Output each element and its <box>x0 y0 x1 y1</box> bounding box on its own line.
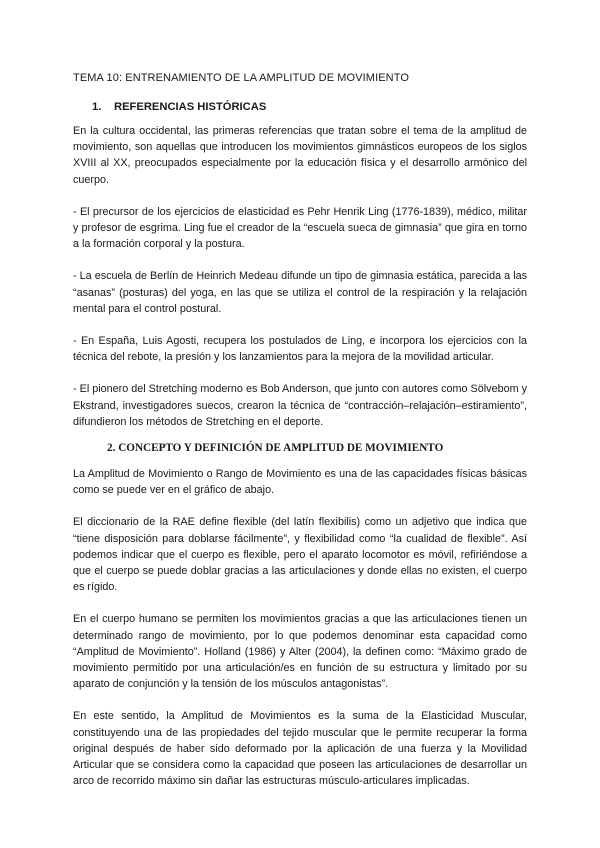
document-title: TEMA 10: ENTRENAMIENTO DE LA AMPLITUD DE MOVIMIENTO <box>73 72 409 84</box>
paragraph-anderson: - El pionero del Stretching moderno es Bob Anderson, que junto con autores como Sölvebom y Ekstrand, investigadores suecos, crearon la técnica de “contracción–relajación–estiramiento”, difundieron los métodos de Stretching en el deporte. <box>73 383 527 428</box>
paragraph-ling: - El precursor de los ejercicios de elasticidad es Pehr Henrik Ling (1776-1839), médico, militar y profesor de esgrima. Ling fue el creador de la “escuela sueca de gimnasia” que gira en torno a la formación corporal y la postura. <box>73 205 527 251</box>
section-2-heading: 2. CONCEPTO Y DEFINICIÓN DE AMPLITUD DE MOVIMIENTO <box>107 442 444 455</box>
paragraph-medeau: - La escuela de Berlín de Heinrich Medeau difunde un tipo de gimnasia estática, parecida a las “asanas” (posturas) del yoga, en las que se utiliza el control de la respiración y la relajación mental para el control postural. <box>73 270 527 315</box>
section-1-heading-text: REFERENCIAS HISTÓRICAS <box>114 101 267 113</box>
paragraph-rae: El diccionario de la RAE define flexible (del latín flexibilis) como un adjetivo que indica que “tiene disposición para doblarse fácilmente”, y flexibilidad como “la cualidad de flexible”. Así podemos indicar que el cuerpo es flexible, pero el aparato locomotor es móvil, refiriéndose a que el cuerpo se puede doblar gracias a las articulaciones y donde ellas no existen, el cuerpo es rígido. <box>73 516 527 594</box>
paragraph-historical-intro: En la cultura occidental, las primeras referencias que tratan sobre el tema de la amplitud de movimiento, son aquellas que introducen los movimientos gimnásticos europeos de los siglos XVIII al XX, preocupados especialmente por la educación física y el desarrollo armónico del cuerpo. <box>73 125 527 186</box>
paragraph-elasticity: En este sentido, la Amplitud de Movimientos es la suma de la Elasticidad Muscular, constituyendo una de las propiedades del tejido muscular que le permite recuperar la forma original después de haber sido deformado por la aplicación de una fuerza y la Movilidad Articular que se considera como la capacidad que poseen las articulaciones de desarrollar un arco de recorrido máximo sin dañar las estructuras músculo-articulares implicadas. <box>73 710 527 788</box>
page-content <box>73 72 527 790</box>
section-1-number: 1. <box>92 101 102 113</box>
section-1-heading <box>92 101 527 113</box>
paragraph-agosti: - En España, Luis Agosti, recupera los postulados de Ling, e incorpora los ejercicios con la técnica del rebote, la presión y los lanzamientos para la mejora de la movilidad articular. <box>73 335 527 364</box>
paragraph-rom-definition: La Amplitud de Movimiento o Rango de Movimiento es una de las capacidades físicas básicas como se puede ver en el gráfico de abajo. <box>73 468 527 497</box>
paragraph-human-body: En el cuerpo humano se permiten los movimientos gracias a que las articulaciones tienen un determinado rango de movimiento, por lo que podemos denominar esta capacidad como “Amplitud de Movimiento”. Holland (1986) y Alter (2004), la definen como: “Máximo grado de movimiento permitido por una articulación/es en función de su estructura y limitado por su aparato de conjunción y la tensión de los músculos antagonistas”. <box>73 613 527 691</box>
